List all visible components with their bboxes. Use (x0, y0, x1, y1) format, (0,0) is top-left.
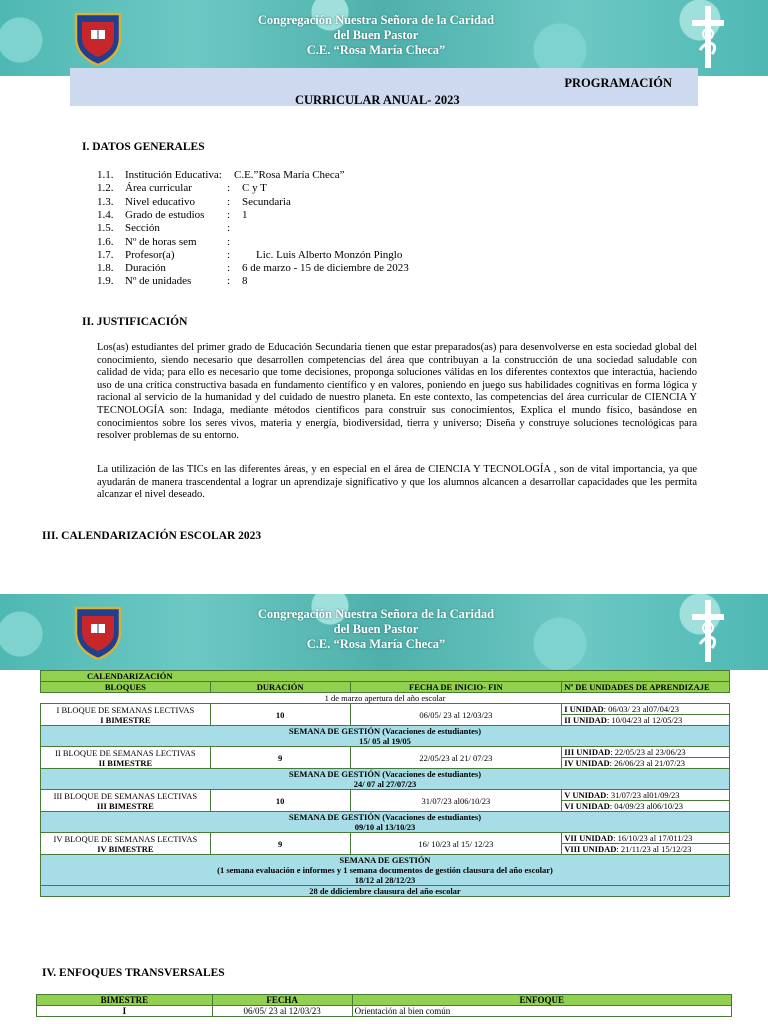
title-line2: CURRICULAR ANUAL- 2023 (295, 93, 460, 107)
item-label: Nº de horas sem (125, 235, 197, 248)
gestion-row (41, 812, 730, 833)
unit-dates: : 26/06/23 al 21/07/23 (609, 758, 685, 768)
block-duration: 10 (210, 790, 350, 812)
item-value: Lic. Luis Alberto Monzón Pinglo (256, 248, 403, 261)
gestion-note: (Vacaciones de estudiantes) (380, 726, 482, 736)
cross-shepherd-icon (688, 598, 728, 664)
enfoque-name: Orientación al bien común (352, 1006, 731, 1017)
unit-dates: : 16/10/23 al 17/011/23 (613, 833, 693, 843)
closing-cell: 28 de ddiciembre clausura del año escolar (41, 886, 730, 897)
document-title-box (70, 68, 698, 106)
final-gestion-cell (41, 855, 730, 886)
block-dates: 22/05/23 al 21/ 07/23 (350, 747, 562, 769)
item-separator: : (227, 182, 231, 195)
header-banner (0, 0, 768, 76)
item-separator: : (227, 208, 231, 221)
block-name: IV BLOQUE DE SEMANAS LECTIVAS (53, 833, 198, 844)
calendar-block-row (41, 833, 730, 844)
unit-label: I UNIDAD (564, 704, 604, 714)
item-number: 1.3. (97, 195, 114, 208)
item-value: C y T (242, 182, 267, 195)
calendar-title: CALENDARIZACIÓN (41, 671, 730, 682)
unit-cell (562, 758, 730, 769)
enfoques-header: ENFOQUE (352, 995, 731, 1006)
gestion-line1 (43, 812, 727, 822)
item-label: Área curricular (125, 182, 192, 195)
item-value: Secundaria (242, 195, 291, 208)
enfoques-header: BIMESTRE (37, 995, 213, 1006)
header-line1: Congregación Nuestra Señora de la Caridad (257, 13, 495, 27)
item-label: Sección (125, 222, 160, 235)
block-name-cell (41, 704, 211, 726)
unit-cell (562, 790, 730, 801)
gestion-line1 (43, 769, 727, 779)
unit-cell (562, 747, 730, 758)
block-bimestre: II BIMESTRE (98, 757, 153, 768)
block-name-cell (41, 747, 211, 769)
gestion-title: SEMANA DE GESTIÓN (288, 726, 381, 736)
header-line3: C.E. “Rosa María Checa” (306, 637, 446, 651)
item-separator: : (227, 235, 231, 248)
unit-cell (562, 844, 730, 855)
header-line3: C.E. “Rosa María Checa” (306, 43, 446, 57)
block-dates: 06/05/ 23 al 12/03/23 (350, 704, 562, 726)
block-name: II BLOQUE DE SEMANAS LECTIVAS (55, 747, 196, 758)
calendar-header: DURACIÓN (210, 682, 350, 693)
block-dates: 16/ 10/23 al 15/ 12/23 (350, 833, 562, 855)
justification-paragraph-2: La utilización de las TICs en las diferentes áreas, y en especial en el área de CIENCIA Y TECNOLOGÍA , son de vital importancia, ya que ayudarán de manera trascendental a lograr un aprendizaje significativo y que los alumnos alcancen a desarrollar capacidades que les permita alcanzar el nivel deseado. (97, 464, 697, 501)
enfoque-fecha: 06/05/ 23 al 12/03/23 (212, 1006, 352, 1017)
header-line1: Congregación Nuestra Señora de la Caridad (257, 607, 495, 621)
item-number: 1.5. (97, 222, 114, 235)
unit-label: V UNIDAD (564, 790, 607, 800)
item-number: 1.4. (97, 208, 114, 221)
block-name-cell (41, 833, 211, 855)
calendar-header: BLOQUES (41, 682, 211, 693)
item-label: Grado de estudios (125, 208, 205, 221)
item-separator: : (227, 248, 231, 261)
section3-heading: III. CALENDARIZACIÓN ESCOLAR 2023 (42, 530, 262, 542)
unit-label: III UNIDAD (564, 747, 611, 757)
gestion-row (41, 769, 730, 790)
gestion-cell (41, 769, 730, 790)
unit-label: VI UNIDAD (564, 801, 610, 811)
gestion-line1 (43, 726, 727, 736)
unit-cell (562, 801, 730, 812)
item-separator: : (227, 195, 231, 208)
block-bimestre: IV BIMESTRE (97, 843, 154, 854)
block-bimestre: I BIMESTRE (100, 714, 151, 725)
school-crest-logo (72, 8, 124, 66)
item-number: 1.2. (97, 182, 114, 195)
unit-dates: : 22/05/23 al 23/06/23 (610, 747, 686, 757)
item-label: Nº de unidades (125, 275, 192, 288)
gestion-dates: 09/10 al 13/10/23 (354, 822, 416, 832)
item-separator: : (227, 222, 231, 235)
header-line2: del Buen Pastor (333, 622, 419, 636)
block-duration: 9 (210, 747, 350, 769)
block-duration: 9 (210, 833, 350, 855)
final-gestion-l2: (1 semana evaluación e informes y 1 semana documentos de gestión clausura del año escolar) (217, 865, 553, 875)
enfoques-row (37, 1006, 732, 1017)
unit-label: IV UNIDAD (564, 758, 610, 768)
gestion-title: SEMANA DE GESTIÓN (288, 812, 381, 822)
enfoque-bimestre: I (37, 1006, 213, 1017)
section1-heading: I. DATOS GENERALES (82, 141, 205, 153)
unit-label: II UNIDAD (564, 715, 607, 725)
block-name: I BLOQUE DE SEMANAS LECTIVAS (56, 704, 195, 715)
block-name: III BLOQUE DE SEMANAS LECTIVAS (53, 790, 198, 801)
gestion-title: SEMANA DE GESTIÓN (288, 769, 381, 779)
block-dates: 31/07/23 al06/10/23 (350, 790, 562, 812)
school-crest-logo (72, 602, 124, 660)
opening-row: 1 de marzo apertura del año escolar (41, 693, 730, 704)
gestion-note: (Vacaciones de estudiantes) (380, 769, 482, 779)
unit-cell (562, 715, 730, 726)
final-gestion-l3: 18/12 al 28/12/23 (354, 875, 416, 885)
unit-cell (562, 833, 730, 844)
gestion-note: (Vacaciones de estudiantes) (380, 812, 482, 822)
item-number: 1.8. (97, 262, 114, 275)
unit-label: VII UNIDAD (564, 833, 614, 843)
item-label: Duración (125, 262, 166, 275)
enfoques-table (36, 994, 732, 1017)
section4-heading: IV. ENFOQUES TRANSVERSALES (42, 967, 225, 979)
gestion-cell (41, 812, 730, 833)
calendar-header: Nº DE UNIDADES DE APRENDIZAJE (562, 682, 730, 693)
closing-row (41, 886, 730, 897)
block-duration: 10 (210, 704, 350, 726)
item-number: 1.7. (97, 248, 114, 261)
final-gestion-l1: SEMANA DE GESTIÓN (339, 855, 431, 865)
header-line2: del Buen Pastor (333, 28, 419, 42)
item-separator: : (227, 262, 231, 275)
unit-dates: : 04/09/23 al06/10/23 (609, 801, 683, 811)
section2-heading: II. JUSTIFICACIÓN (82, 316, 188, 328)
title-line1: PROGRAMACIÓN (564, 76, 672, 90)
item-value: 8 (242, 275, 248, 288)
block-bimestre: III BIMESTRE (96, 800, 154, 811)
item-value: 1 (242, 208, 248, 221)
item-label: Institución Educativa: (125, 169, 222, 181)
calendar-block-row (41, 747, 730, 758)
justification-paragraph-1: Los(as) estudiantes del primer grado de Educación Secundaria tienen que estar preparados(as) para desenvolverse en esta sociedad global del conocimiento, siendo necesario que desarrollen competencias del área que contribuyan a la construcción de una sociedad saludable con calidad de vida; para ello es necesario que tome decisiones, proponga soluciones válidas en los diferentes contextos que interactúa, haciendo uso de una crítica constructiva basada en fundamento científico y en valores, poniendo en juego sus habilidades cognitivas en forma lógica y racional al servicio de la humanidad y del cuidado de nuestro planeta. En este contexto, las competencias del área curricular de CIENCIA Y TECNOLOGÍA son: Indaga, mediante métodos científicos para construir sus conocimientos, Explica el mundo físico, basándose en conocimientos sobre los seres vivos, materia y energía, biodiversidad, tierra y universo; Diseña y construye soluciones tecnológicas para resolver problemas de su entorno. (97, 342, 697, 442)
gestion-dates: 15/ 05 al 19/05 (359, 736, 411, 746)
calendar-table (40, 670, 730, 897)
unit-label: VIII UNIDAD (564, 844, 617, 854)
gestion-cell (41, 726, 730, 747)
item-label: Nivel educativo (125, 195, 195, 208)
block-name-cell (41, 790, 211, 812)
gestion-dates: 24/ 07 al 27/07/23 (353, 779, 417, 789)
unit-dates: : 10/04/23 al 12/05/23 (606, 715, 683, 725)
item-number: 1.9. (97, 275, 114, 288)
unit-dates: : 06/03/ 23 al07/04/23 (603, 704, 679, 714)
item-number: 1.6. (97, 235, 114, 248)
item-number: 1.1. (97, 169, 114, 181)
cross-shepherd-icon (688, 4, 728, 70)
item-label: Profesor(a) (125, 248, 175, 261)
unit-cell (562, 704, 730, 715)
item-value: 6 de marzo - 15 de diciembre de 2023 (242, 262, 409, 275)
unit-dates: : 31/07/23 al01/09/23 (606, 790, 680, 800)
calendar-block-row (41, 704, 730, 715)
unit-dates: : 21/11/23 al 15/12/23 (616, 844, 692, 854)
enfoques-header: FECHA (212, 995, 352, 1006)
header-banner-page2 (0, 594, 768, 670)
final-gestion-row (41, 855, 730, 886)
item-separator: : (227, 275, 231, 288)
gestion-row (41, 726, 730, 747)
item-value: C.E.”Rosa María Checa” (234, 169, 345, 181)
calendar-header: FECHA DE INICIO- FIN (350, 682, 562, 693)
calendar-block-row (41, 790, 730, 801)
